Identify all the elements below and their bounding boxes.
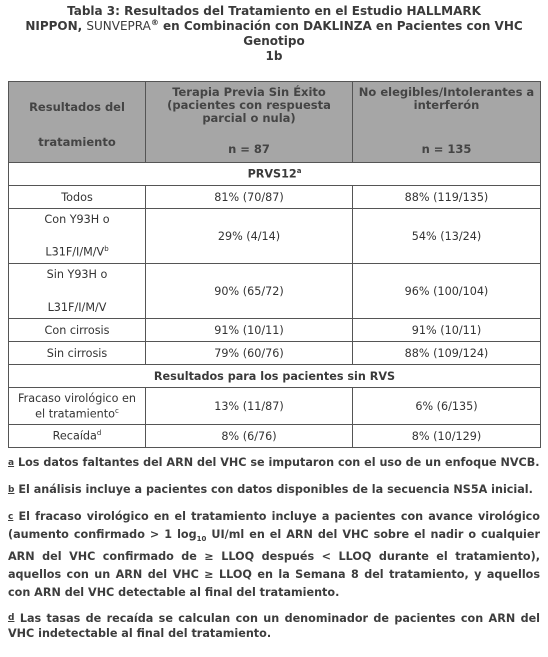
- table-row: Fracaso virológico en el tratamiento$^c$ 13% (11/87) 6% (6/135): [9, 388, 541, 425]
- footnote-a: $^a$ Los datos faltantes del ARN del VHC se imputaron con el uso de un enfoque NVCB.: [8, 456, 540, 469]
- footnotes: [8, 454, 540, 641]
- header-col-prior-failure: Terapia Previa Sin Éxito (pacientes con respuesta parcial o nula) n = 87: [146, 82, 353, 163]
- title-line-2: NIPPON, SUNVEPRA® en Combinación con DAKLINZA en Pacientes con VHC Genotipo: [25, 18, 523, 48]
- table-row: Sin Y93H o L31F/I/M/V 90% (65/72) 96% (100/104): [9, 264, 541, 319]
- results-table: [8, 81, 541, 448]
- title-line-3: 1b: [265, 49, 283, 63]
- footnote-c: $^c$ El fracaso virológico en el tratamiento incluye a pacientes con avance virológico (aumento confirmado > 1 $\log_{10} UI/ml$ en el ARN del VHC sobre el nadir o cualquier ARN del VHC confirmado de ≥ LLOQ después < LLOQ durante el tratamiento), aquellos con un ARN del VHC ≥ LLOQ en la Semana 8 del tratamiento, y aquellos con ARN del VHC detectable al final del tratamiento.: [8, 510, 540, 600]
- title-line-1: Tabla 3: Resultados del Tratamiento en el Estudio HALLMARK: [67, 4, 481, 18]
- footnote-b: $^b$ El análisis incluye a pacientes con datos disponibles de la secuencia NS5A inicial.: [8, 483, 533, 496]
- table-row: Sin cirrosis 79% (60/76) 88% (109/124): [9, 342, 541, 365]
- section-row-no-rvs: Resultados para los pacientes sin RVS: [9, 365, 541, 388]
- table-row: Con cirrosis 91% (10/11) 91% (10/11): [9, 319, 541, 342]
- header-n-87: n = 87: [228, 142, 270, 156]
- table-row: Recaída$^d$ 8% (6/76) 8% (10/129): [9, 425, 541, 448]
- table-row: Todos 81% (70/87) 88% (119/135): [9, 186, 541, 209]
- table-row: Con Y93H o $L31F/I/M/V^b$ 29% (4/14) 54% (13/24): [9, 209, 541, 264]
- header-n-135: n = 135: [421, 142, 472, 156]
- header-col-outcome: Resultados del tratamiento: [9, 82, 146, 163]
- header-col-ineligible: No elegibles/Intolerantes a interferón n = 135: [353, 82, 541, 163]
- table-title: [8, 4, 540, 64]
- footnote-d: $^d$ Las tasas de recaída se calculan con un denominador de pacientes con ARN del VHC indetectable al final del tratamiento.: [8, 612, 540, 641]
- section-row-prvs12: PRVS12$^a$: [9, 163, 541, 186]
- header-row: [9, 82, 541, 163]
